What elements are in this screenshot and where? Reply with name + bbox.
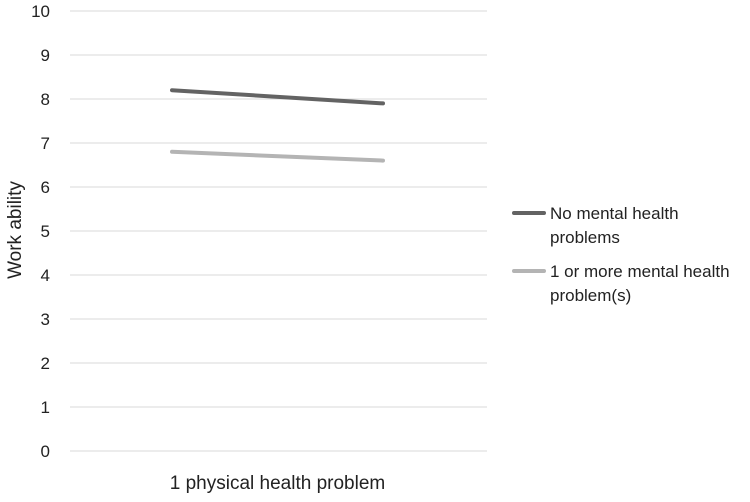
y-tick-label-2: 2 <box>40 354 50 373</box>
x-category-label-1: 1 physical health problem <box>169 473 386 494</box>
y-axis-title: Work ability <box>5 181 26 279</box>
y-tick-label-0: 0 <box>40 442 50 461</box>
y-tick-label-10: 10 <box>31 2 50 21</box>
y-tick-label-1: 1 <box>40 398 50 417</box>
series-line-1 <box>172 90 383 103</box>
y-tick-label-6: 6 <box>40 178 50 197</box>
y-tick-label-5: 5 <box>40 222 50 241</box>
legend <box>514 204 730 305</box>
legend-label-2: 1 or more mental health problem(s) <box>550 262 730 305</box>
series-lines <box>172 90 383 160</box>
legend-item-2 <box>514 262 730 305</box>
y-tick-label-4: 4 <box>40 266 50 285</box>
y-tick-label-3: 3 <box>40 310 50 329</box>
y-tick-label-8: 8 <box>40 90 50 109</box>
legend-label-1: No mental health problems <box>550 204 679 247</box>
y-axis-ticks <box>31 2 50 461</box>
y-tick-label-7: 7 <box>40 134 50 153</box>
x-axis-categories <box>170 473 385 494</box>
y-tick-label-9: 9 <box>40 46 50 65</box>
gridlines <box>70 11 487 451</box>
series-line-2 <box>172 152 383 161</box>
legend-item-1 <box>514 204 679 247</box>
